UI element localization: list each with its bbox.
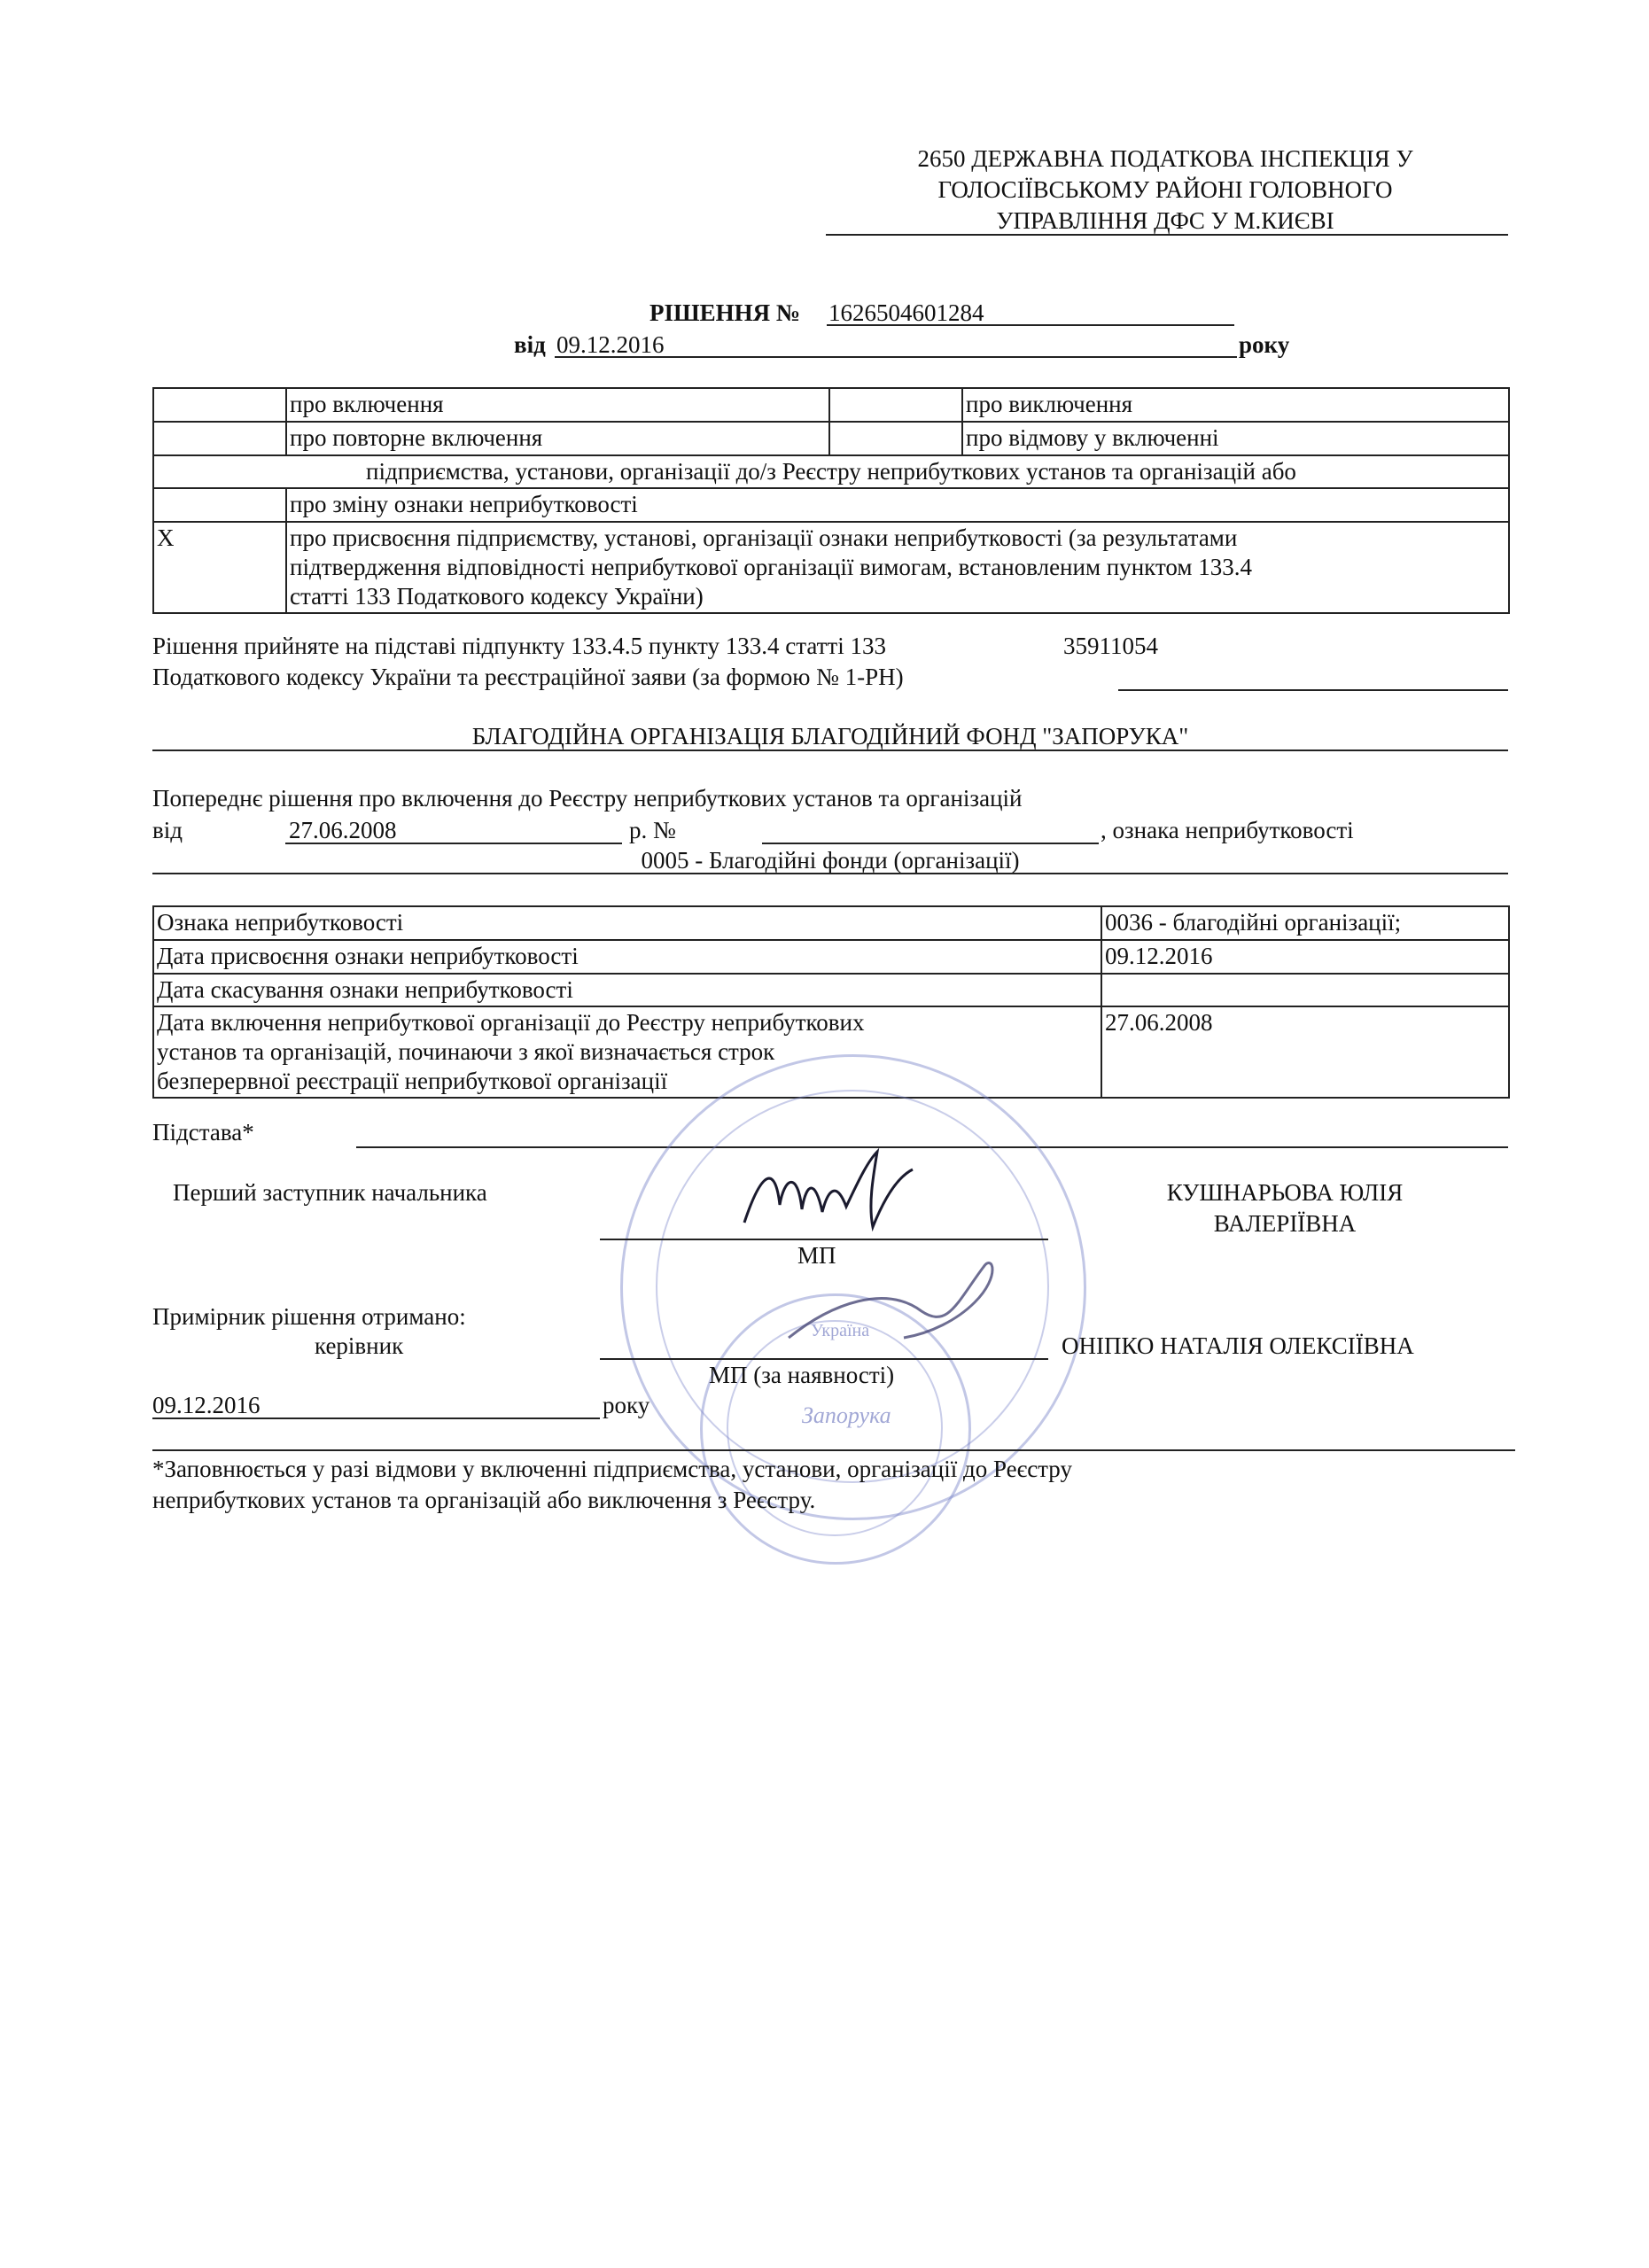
assign-checkbox: X bbox=[153, 522, 286, 613]
decision-year-word: року bbox=[1239, 331, 1290, 358]
previous-from-label: від bbox=[152, 817, 183, 843]
status-include-date-label-l2: установ та організацій, починаючи з якої визначається строк bbox=[157, 1038, 775, 1066]
options-row-1 bbox=[153, 388, 1509, 422]
receiver-name: ОНІПКО НАТАЛІЯ ОЛЕКСІЇВНА bbox=[1062, 1332, 1414, 1359]
status-include-date-value: 27.06.2008 bbox=[1101, 1006, 1509, 1098]
official-name-line-1: КУШНАРЬОВА ЮЛІЯ bbox=[1166, 1179, 1404, 1206]
head-label: керівник bbox=[315, 1332, 404, 1359]
reinclude-checkbox bbox=[153, 422, 286, 455]
official-mp: МП bbox=[797, 1242, 836, 1269]
authority-line-1: 2650 ДЕРЖАВНА ПОДАТКОВА ІНСПЕКЦІЯ У bbox=[917, 145, 1413, 172]
options-row-4 bbox=[153, 488, 1509, 522]
status-sign-label: Ознака неприбутковості bbox=[153, 906, 1101, 940]
previous-sign-underline bbox=[152, 873, 1508, 874]
authority-line-3: УПРАВЛІННЯ ДФС У М.КИЄВІ bbox=[996, 207, 1334, 234]
previous-number-label: р. № bbox=[629, 817, 676, 843]
change-sign-checkbox bbox=[153, 488, 286, 522]
position-title: Перший заступник начальника bbox=[173, 1179, 487, 1206]
status-cancel-date-value bbox=[1101, 974, 1509, 1007]
basis-underline bbox=[1118, 689, 1508, 691]
option-assign-line-1: про присвоєння підприємству, установі, організації ознаки неприбутковості (за результатами bbox=[290, 524, 1238, 551]
options-row-3 bbox=[153, 455, 1509, 489]
table-row bbox=[153, 906, 1509, 940]
status-cancel-date-label: Дата скасування ознаки неприбутковості bbox=[153, 974, 1101, 1007]
basis-line-1: Рішення прийняте на підставі підпункту 133.4.5 пункту 133.4 статті 133 bbox=[152, 633, 886, 659]
status-sign-value: 0036 - благодійні організації; bbox=[1101, 906, 1509, 940]
option-change-sign: про зміну ознаки неприбутковості bbox=[286, 488, 1509, 522]
authority-line-2: ГОЛОСІЇВСЬКОМУ РАЙОНІ ГОЛОВНОГО bbox=[937, 176, 1393, 203]
basis-code: 35911054 bbox=[1063, 633, 1158, 659]
footnote-line-1: *Заповнюється у разі відмови у включенні підприємства, установи, організації до Реєстру bbox=[152, 1456, 1072, 1482]
status-include-date-label-l3: безперервної реєстрації неприбуткової організації bbox=[157, 1068, 668, 1095]
refuse-checkbox bbox=[829, 422, 962, 455]
first-deputy-signature bbox=[727, 1143, 930, 1249]
previous-sign-value: 0005 - Благодійні фонди (організації) bbox=[641, 847, 1020, 874]
organization-underline bbox=[152, 750, 1508, 751]
receiver-signature-line bbox=[600, 1358, 1048, 1360]
official-name-line-2: ВАЛЕРІЇВНА bbox=[1213, 1210, 1357, 1237]
previous-line-1: Попереднє рішення про включення до Реєстру неприбуткових установ та організацій bbox=[152, 785, 1023, 812]
basis-line-2: Податкового кодексу України та реєстраційної заяви (за формою № 1-РН) bbox=[152, 664, 904, 690]
option-reinclude: про повторне включення bbox=[286, 422, 829, 455]
register-line: підприємства, установи, організації до/з Реєстру неприбуткових установ та організацій або bbox=[153, 455, 1509, 489]
option-assign-line-2: підтвердження відповідності неприбуткової організації вимогам, встановленим пунктом 133.4 bbox=[290, 553, 1252, 580]
previous-sign-label: , ознака неприбутковості bbox=[1101, 817, 1354, 843]
option-assign-line-3: статті 133 Податкового кодексу України) bbox=[290, 582, 704, 610]
seal-name: Запорука bbox=[802, 1402, 891, 1428]
option-refuse: про відмову у включенні bbox=[962, 422, 1509, 455]
decision-from-label: від bbox=[514, 331, 546, 358]
copy-received-label: Примірник рішення отримано: bbox=[152, 1303, 466, 1330]
authority-underline bbox=[826, 234, 1508, 236]
option-include: про включення bbox=[286, 388, 829, 422]
decision-date: 09.12.2016 bbox=[556, 331, 665, 358]
decision-number-underline bbox=[827, 324, 1234, 326]
received-year-word: року bbox=[603, 1392, 650, 1418]
footnote-line-2: неприбуткових установ та організацій або виключення з Реєстру. bbox=[152, 1487, 816, 1513]
table-row bbox=[153, 974, 1509, 1007]
status-include-date-label-l1: Дата включення неприбуткової організації до Реєстру неприбуткових bbox=[157, 1009, 865, 1037]
options-row-2 bbox=[153, 422, 1509, 455]
decision-title-prefix: РІШЕННЯ № bbox=[649, 299, 801, 326]
seal-country: Україна bbox=[811, 1321, 870, 1340]
receiver-mp: МП (за наявності) bbox=[709, 1362, 895, 1388]
table-row bbox=[153, 940, 1509, 974]
decision-options-table bbox=[152, 387, 1510, 614]
options-row-5 bbox=[153, 522, 1509, 613]
received-date-underline bbox=[152, 1418, 600, 1419]
basis-label: Підстава* bbox=[152, 1119, 254, 1146]
previous-date-underline bbox=[285, 843, 622, 844]
decision-date-underline bbox=[555, 356, 1237, 358]
option-assign bbox=[286, 522, 1509, 613]
decision-number: 1626504601284 bbox=[828, 299, 984, 326]
official-signature-line bbox=[600, 1239, 1048, 1240]
previous-number-underline bbox=[762, 843, 1099, 844]
organization-name: БЛАГОДІЙНА ОРГАНІЗАЦІЯ БЛАГОДІЙНИЙ ФОНД "ЗАПОРУКА" bbox=[471, 723, 1189, 750]
include-checkbox bbox=[153, 388, 286, 422]
option-exclude: про виключення bbox=[962, 388, 1509, 422]
received-date: 09.12.2016 bbox=[152, 1392, 261, 1418]
status-assign-date-label: Дата присвоєння ознаки неприбутковості bbox=[153, 940, 1101, 974]
exclude-checkbox bbox=[829, 388, 962, 422]
previous-date: 27.06.2008 bbox=[289, 817, 397, 843]
status-assign-date-value: 09.12.2016 bbox=[1101, 940, 1509, 974]
footnote-divider bbox=[152, 1449, 1515, 1451]
